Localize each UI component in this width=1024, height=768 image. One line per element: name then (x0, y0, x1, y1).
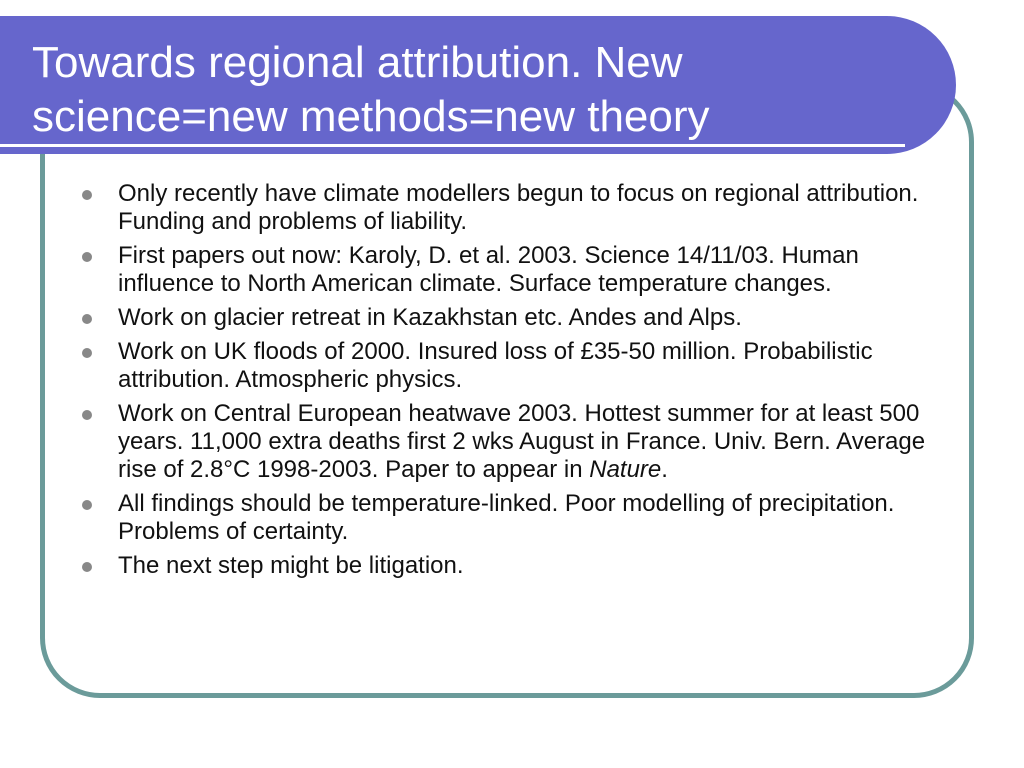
bullet-item (80, 552, 960, 580)
bullet-item (80, 180, 960, 236)
title-band (0, 16, 956, 154)
title-underline (0, 144, 905, 147)
bullet-text: Work on Central European heatwave 2003. Hottest summer for at least 500 years. 11,000 extra deaths first 2 wks August in France. Univ. Bern. Average rise of 2.8°C 1998-2003. Paper to appear in (118, 400, 926, 483)
bullet-emphasis-journal: Nature (589, 456, 662, 483)
bullet-item (80, 304, 960, 332)
bullet-suffix: . (661, 456, 668, 483)
bullet-dot-icon (82, 410, 92, 420)
slide-title-line-2: science=new methods=new theory (32, 92, 710, 141)
bullet-item (80, 242, 960, 298)
bullet-dot-icon (82, 252, 92, 262)
bullet-text: Only recently have climate modellers begun to focus on regional attribution. Funding and problems of liability. (118, 180, 919, 235)
bullet-text: First papers out now: Karoly, D. et al. 2003. Science 14/11/03. Human influence to North American climate. Surface temperature changes. (118, 242, 859, 297)
slide-title (32, 36, 912, 144)
bullet-item (80, 338, 960, 394)
bullet-text: All findings should be temperature-linked. Poor modelling of precipitation. Problems of certainty. (118, 490, 895, 545)
bullet-dot-icon (82, 348, 92, 358)
bullet-text: Work on glacier retreat in Kazakhstan etc. Andes and Alps. (118, 304, 742, 331)
slide-title-line-1: Towards regional attribution. New (32, 38, 683, 87)
bullet-item (80, 400, 960, 484)
bullet-dot-icon (82, 500, 92, 510)
bullet-list (80, 180, 960, 586)
bullet-dot-icon (82, 314, 92, 324)
bullet-dot-icon (82, 190, 92, 200)
bullet-dot-icon (82, 562, 92, 572)
bullet-text: Work on UK floods of 2000. Insured loss of £35-50 million. Probabilistic attribution. Atmospheric physics. (118, 338, 873, 393)
bullet-item (80, 490, 960, 546)
bullet-text: The next step might be litigation. (118, 552, 464, 579)
